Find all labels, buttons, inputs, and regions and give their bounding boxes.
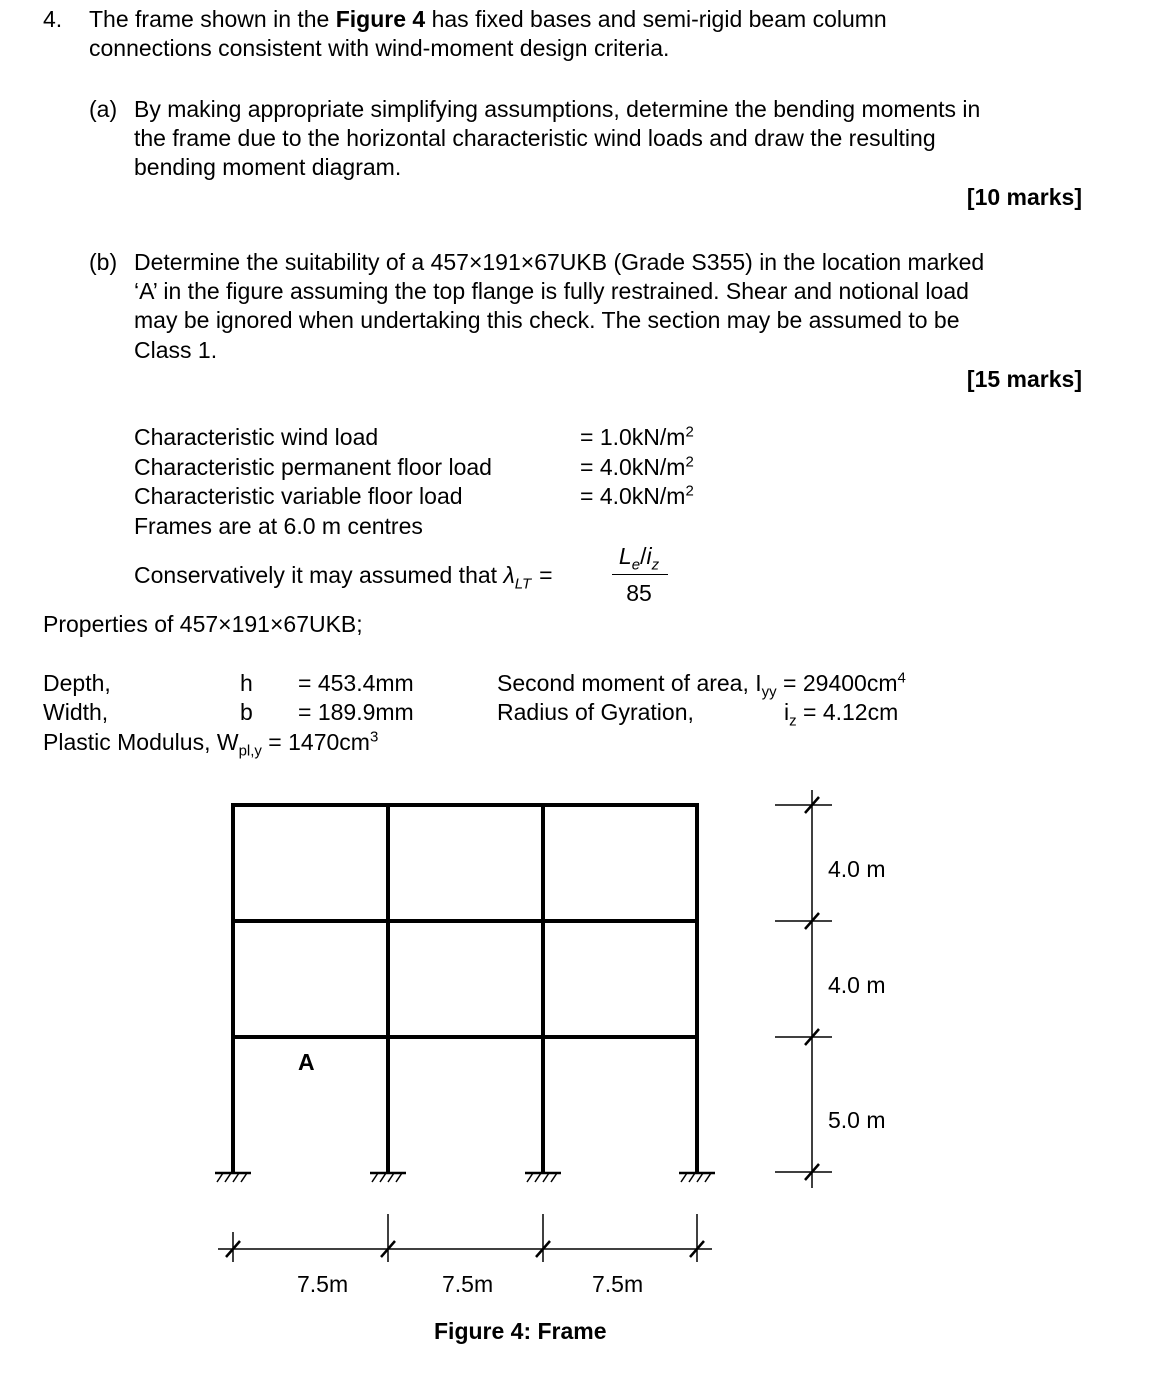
storey-label-2: 4.0 m bbox=[828, 972, 886, 998]
radius-symbol: i bbox=[784, 699, 790, 725]
width-symbol: b bbox=[240, 699, 253, 725]
formula-num-e: e bbox=[631, 556, 641, 574]
second-moment-exp: 4 bbox=[897, 669, 906, 687]
formula-denominator: 85 bbox=[626, 580, 652, 606]
question-intro-before: The frame shown in the bbox=[89, 6, 336, 32]
formula-equals: = bbox=[539, 562, 553, 588]
formula-num-i: i bbox=[646, 543, 652, 569]
part-b-line-2: ‘A’ in the figure assuming the top flange is fully restrained. Shear and notional load bbox=[134, 278, 969, 304]
conservative-sentence: Conservatively it may assumed that bbox=[134, 562, 504, 588]
bay-label-3: 7.5m bbox=[592, 1271, 644, 1297]
load-variable-value-text: = 4.0kN/m bbox=[580, 483, 686, 509]
width-value: = 189.9mm bbox=[298, 699, 414, 725]
frames-note: Frames are at 6.0 m centres bbox=[134, 513, 423, 539]
plastic-modulus-exp: 3 bbox=[369, 728, 379, 746]
fixed-support-4 bbox=[679, 1173, 715, 1182]
question-intro-line2: connections consistent with wind-moment design criteria. bbox=[89, 35, 670, 61]
formula-num-L: L bbox=[618, 543, 632, 569]
formula-num-slash: / bbox=[640, 543, 647, 569]
load-permanent-value-text: = 4.0kN/m bbox=[580, 454, 686, 480]
part-a-label: (a) bbox=[89, 96, 118, 122]
properties-heading: Properties of 457×191×67UKB; bbox=[43, 611, 363, 637]
bay-label-2: 7.5m bbox=[442, 1271, 494, 1297]
load-wind-label: Characteristic wind load bbox=[134, 424, 379, 450]
fixed-support-2 bbox=[370, 1173, 406, 1182]
part-b-line-1: Determine the suitability of a 457×191×67UKB (Grade S355) in the location marked bbox=[134, 249, 985, 275]
figure-caption: Figure 4: Frame bbox=[434, 1318, 607, 1344]
load-permanent-unit-exp: 2 bbox=[685, 453, 694, 471]
width-label: Width, bbox=[43, 699, 109, 725]
part-b-marks: [15 marks] bbox=[966, 366, 1082, 392]
radius-subscript: z bbox=[789, 712, 797, 730]
load-permanent-label: Characteristic permanent floor load bbox=[134, 454, 492, 480]
lambda-subscript: LT bbox=[514, 575, 532, 593]
part-b-label: (b) bbox=[89, 249, 118, 275]
plastic-modulus-label: Plastic Modulus, W bbox=[43, 729, 239, 755]
storey-label-3: 5.0 m bbox=[828, 1107, 886, 1133]
load-wind-unit-exp: 2 bbox=[685, 423, 694, 441]
radius-label: Radius of Gyration, bbox=[497, 699, 694, 725]
second-moment-subscript: yy bbox=[761, 683, 777, 701]
location-a-label: A bbox=[298, 1049, 315, 1075]
lambda-symbol: λ bbox=[503, 562, 515, 588]
radius-value-text: = 4.12cm bbox=[796, 699, 899, 725]
bay-label-1: 7.5m bbox=[297, 1271, 349, 1297]
formula-num-z: z bbox=[651, 556, 660, 574]
question-intro-figure-ref: Figure 4 bbox=[335, 6, 426, 32]
plastic-modulus-value: = 1470cm bbox=[261, 729, 370, 755]
second-moment-label: Second moment of area, I bbox=[497, 670, 762, 696]
question-number: 4. bbox=[43, 6, 63, 32]
part-a-line-3: bending moment diagram. bbox=[134, 154, 402, 180]
fixed-support-1 bbox=[215, 1173, 251, 1182]
load-variable-unit-exp: 2 bbox=[685, 482, 694, 500]
part-a-line-2: the frame due to the horizontal characteristic wind loads and draw the resulting bbox=[134, 125, 936, 151]
part-a-line-1: By making appropriate simplifying assumptions, determine the bending moments in bbox=[134, 96, 981, 122]
part-b-line-3: may be ignored when undertaking this check. The section may be assumed to be bbox=[134, 307, 960, 333]
fixed-support-3 bbox=[525, 1173, 561, 1182]
question-intro-after: has fixed bases and semi-rigid beam column bbox=[425, 6, 887, 32]
part-b-line-4: Class 1. bbox=[134, 337, 218, 363]
depth-value: = 453.4mm bbox=[298, 670, 414, 696]
depth-label: Depth, bbox=[43, 670, 111, 696]
storey-label-1: 4.0 m bbox=[828, 856, 886, 882]
load-wind-value-text: = 1.0kN/m bbox=[580, 424, 686, 450]
plastic-modulus-subscript: pl,y bbox=[238, 742, 262, 760]
depth-symbol: h bbox=[240, 670, 253, 696]
part-a-marks: [10 marks] bbox=[966, 184, 1082, 210]
second-moment-value: = 29400cm bbox=[776, 670, 898, 696]
load-variable-label: Characteristic variable floor load bbox=[134, 483, 463, 509]
